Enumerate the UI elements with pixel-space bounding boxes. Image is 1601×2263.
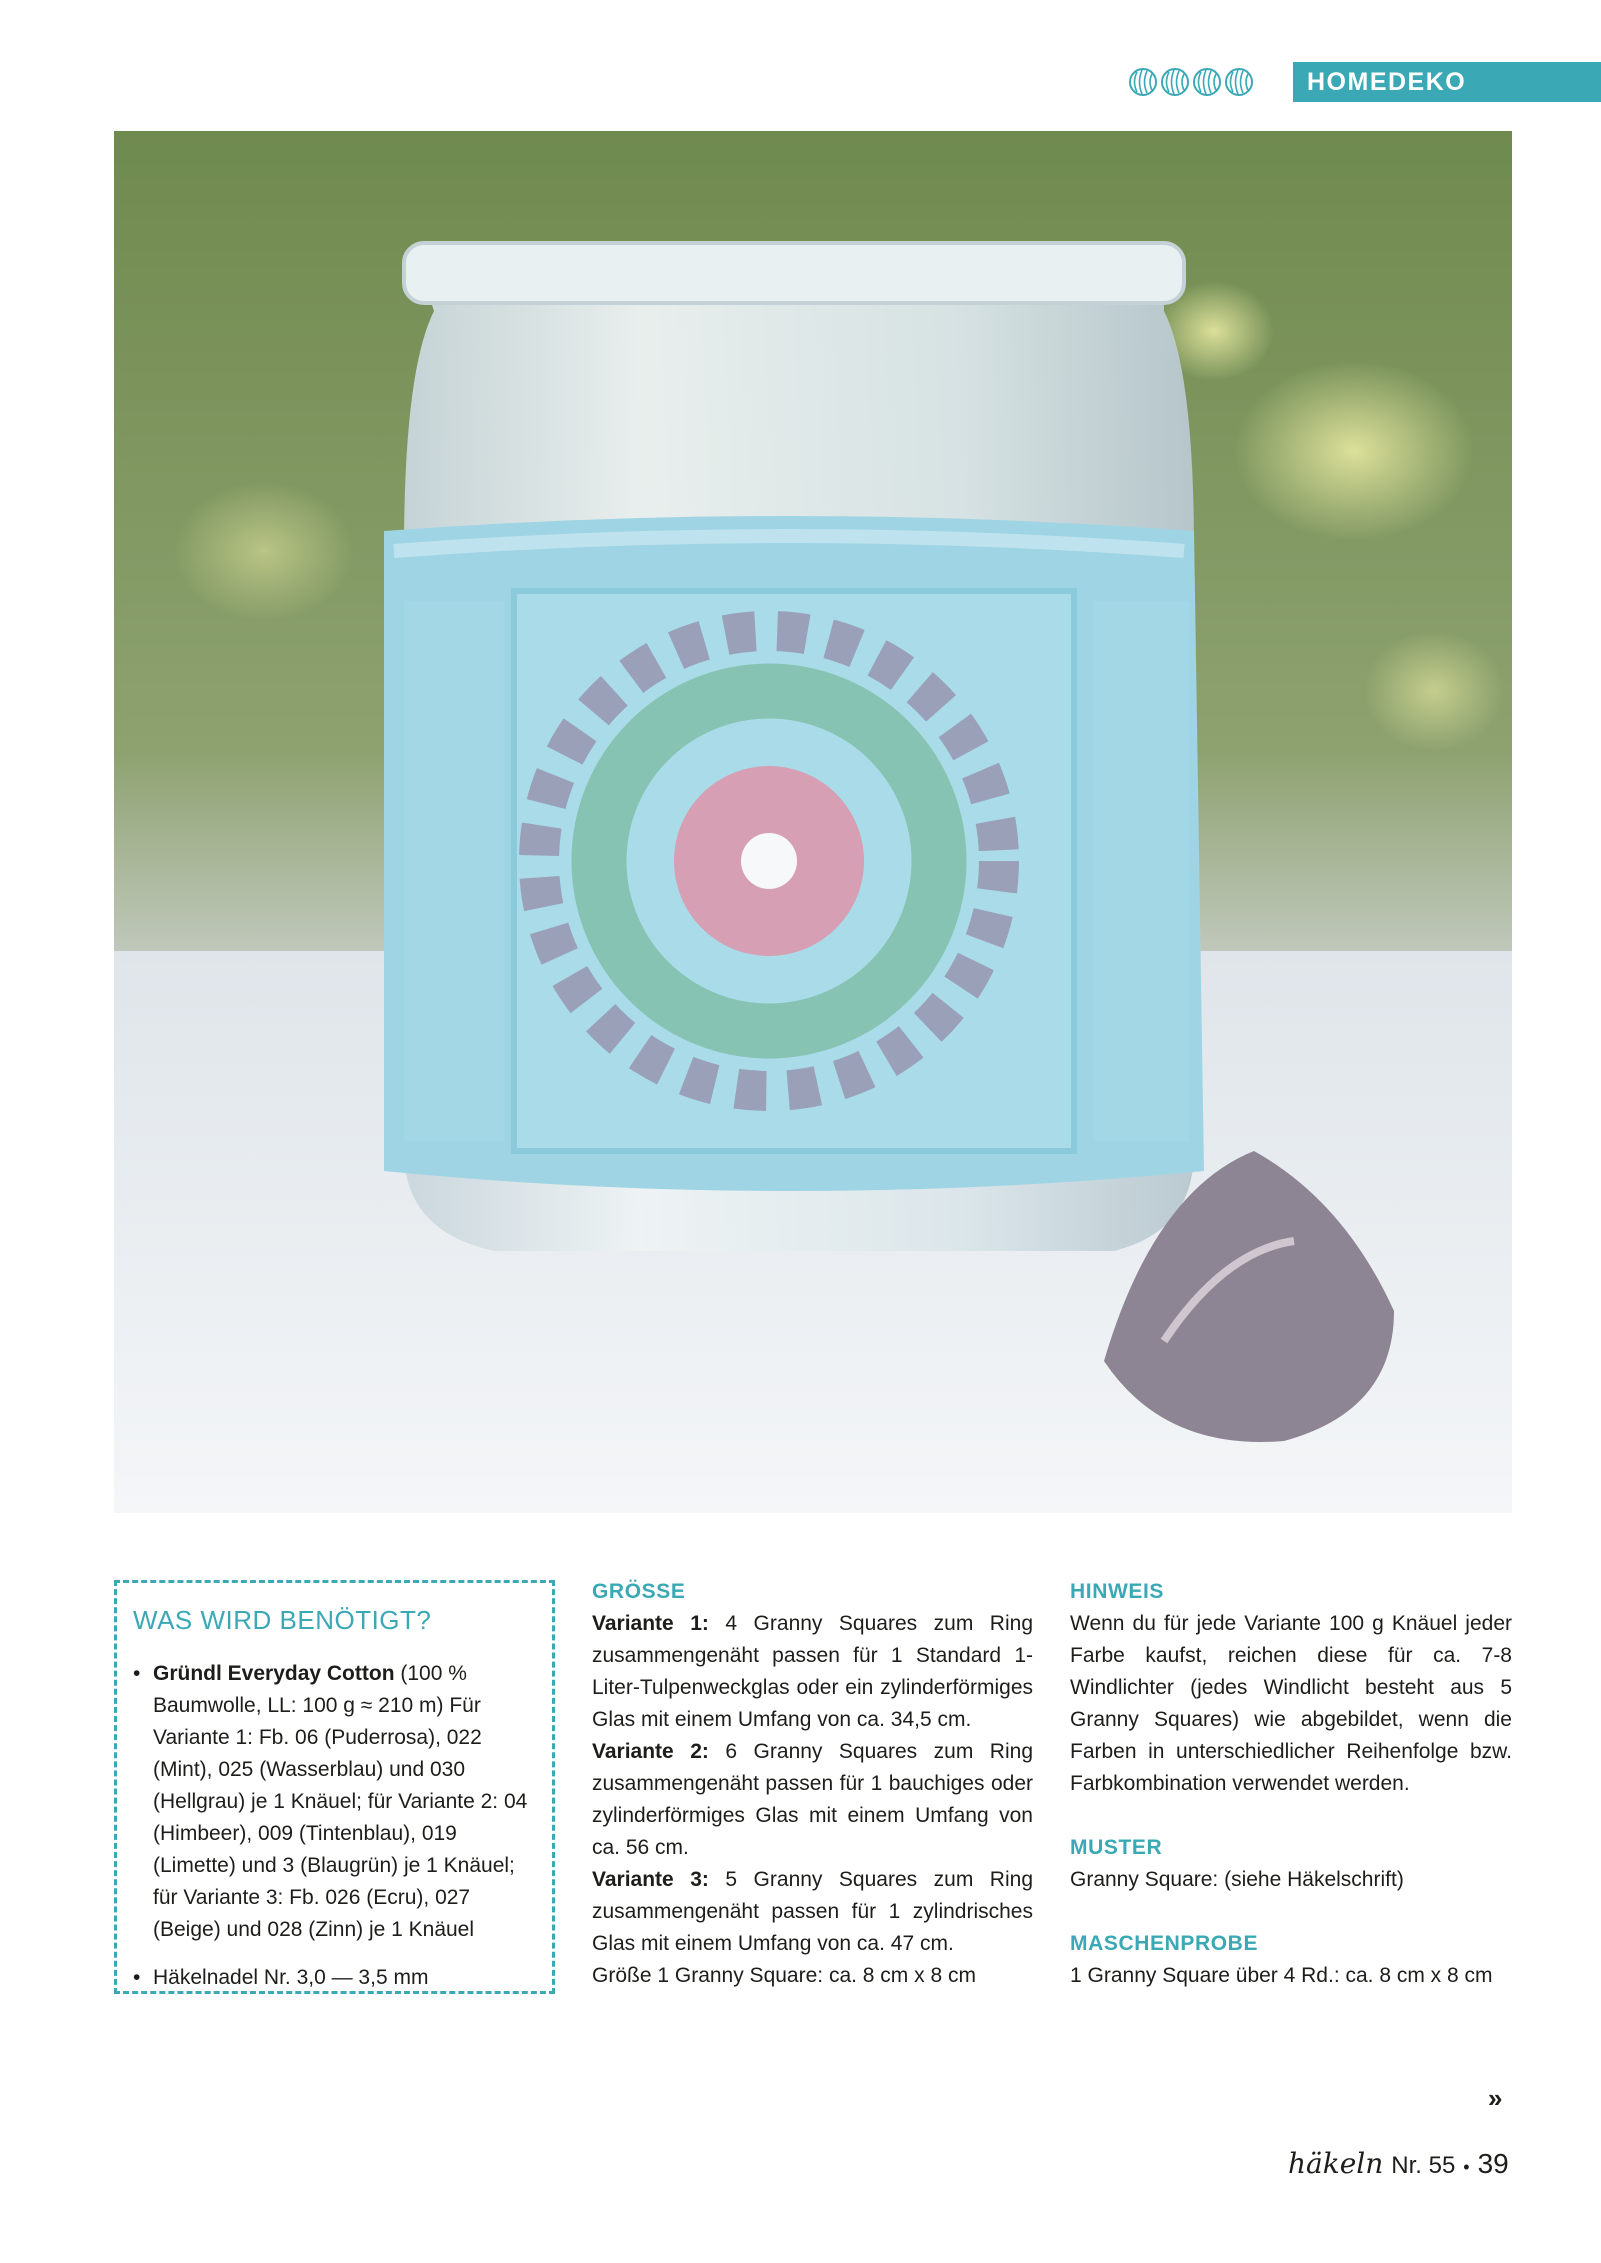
pattern-heading: MUSTER xyxy=(1070,1836,1163,1859)
variant-1-label: Variante 1: xyxy=(592,1612,709,1635)
variant-3-text: 5 Granny Squares zum Ring zusammengenäht passen für 1 zylindrisches Glas mit einem Umfang von ca. 47 cm. xyxy=(592,1868,1033,1955)
list-item xyxy=(133,1962,538,1994)
variant-2-label: Variante 2: xyxy=(592,1740,709,1763)
notes-column xyxy=(1070,1576,1512,1992)
variant-2 xyxy=(592,1736,1033,1864)
note-heading: HINWEIS xyxy=(1070,1580,1165,1603)
materials-box xyxy=(114,1580,555,1994)
size-column xyxy=(592,1576,1033,1992)
hook-size: Häkelnadel Nr. 3,0 — 3,5 mm xyxy=(153,1966,429,1989)
variant-1 xyxy=(592,1608,1033,1736)
list-item xyxy=(133,1658,538,1946)
gauge-text: 1 Granny Square über 4 Rd.: ca. 8 cm x 8 cm xyxy=(1070,1964,1493,1987)
variant-2-text: 6 Granny Squares zum Ring zusammengenäht passen für 1 bauchiges oder zylinderförmiges Glas mit einem Umfang von ca. 56 cm. xyxy=(592,1740,1033,1859)
bullet: • xyxy=(133,1662,141,1685)
variant-1-text: 4 Granny Squares zum Ring zusammengenäht passen für 1 Standard 1-Liter-Tulpenweckglas oder ein zylinderförmiges Glas mit einem Umfang von ca. 34,5 cm. xyxy=(592,1612,1033,1731)
materials-title: WAS WIRD BENÖTIGT? xyxy=(133,1605,432,1635)
crochet-jar-cover-photo xyxy=(114,131,1512,1513)
difficulty-rating xyxy=(1128,67,1254,97)
yarn-details: (100 % Baumwolle, LL: 100 g ≈ 210 m) Für Variante 1: Fb. 06 (Puderrosa), 022 (Mint), 025 (Wasserblau) und 030 (Hellgrau) je 1 Knäuel; für Variante 2: 04 (Himbeer), 009 (Tintenblau), 019 (Limette) und 3 (Blaugrün) je 1 Knäuel; für Variante 3: Fb. 026 (Ecru), 027 (Beige) und 028 (Zinn) je 1 Knäuel xyxy=(153,1662,528,1941)
bullet: • xyxy=(133,1966,141,1989)
yarn-name: Gründl Everyday Cotton xyxy=(153,1662,395,1685)
separator: • xyxy=(1463,2157,1470,2177)
page-number: 39 xyxy=(1477,2148,1509,2179)
magazine-logo: häkeln xyxy=(1288,2147,1384,2180)
size-heading: GRÖSSE xyxy=(592,1580,686,1603)
gauge-heading: MASCHENPROBE xyxy=(1070,1932,1259,1955)
yarn-ball-icon xyxy=(1224,67,1254,97)
section-label: HOMEDEKO xyxy=(1293,62,1601,102)
variant-3 xyxy=(592,1864,1033,1960)
note-text: Wenn du für jede Variante 100 g Knäuel jeder Farbe kaufst, reichen diese für ca. 7-8 Windlichter (jedes Windlicht besteht aus 5 Granny Squares) wie abgebildet, wenn die Farben in unterschiedlicher Reihenfolge bzw. Farbkombination verwendet werden. xyxy=(1070,1612,1512,1795)
issue-number: Nr. 55 xyxy=(1391,2152,1456,2179)
materials-list xyxy=(133,1658,538,1994)
square-size: Größe 1 Granny Square: ca. 8 cm x 8 cm xyxy=(592,1964,976,1987)
yarn-ball-icon xyxy=(1128,67,1158,97)
yarn-ball-icon xyxy=(1160,67,1190,97)
pattern-text: Granny Square: (siehe Häkelschrift) xyxy=(1070,1868,1404,1891)
yarn-ball-icon xyxy=(1192,67,1222,97)
variant-3-label: Variante 3: xyxy=(592,1868,709,1891)
page-footer xyxy=(1288,2147,1509,2180)
continue-arrow-icon: » xyxy=(1488,2083,1503,2113)
